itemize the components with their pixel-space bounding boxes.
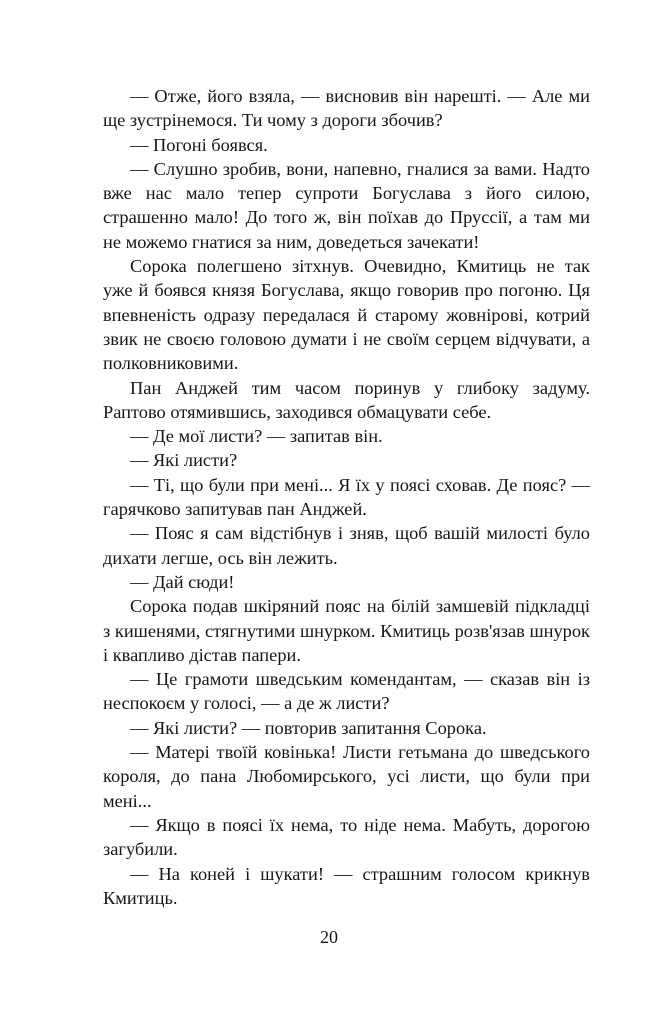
paragraph-10: — Дай сюди! (130, 571, 235, 592)
paragraph-11: Сорока подав шкіряний пояс на білій замшевій підкладці з кишенями, стягнутими шнурком. Кмитиць розв'язав шнурок і квапливо дістав папери. (103, 596, 590, 665)
paragraph-5: Пан Анджей тим часом поринув у глибоку задуму. Раптово отямившись, заходився обмацувати себе. (103, 377, 590, 422)
paragraph-2: — Погоні боявся. (130, 134, 268, 155)
paragraph-6: — Де мої листи? — запитав він. (130, 426, 383, 447)
paragraph-9: — Пояс я сам відстібнув і зняв, щоб вашій милості було дихати легше, ось він лежить. (103, 523, 590, 568)
paragraph-16: — На коней і шукати! — страшним голосом крикнув Кмитиць. (103, 863, 590, 908)
paragraph-7: — Які листи? (130, 450, 238, 471)
paragraph-1: — Отже, його взяла, — висновив він нарешті. — Але ми ще зустрінемося. Ти чому з дороги збочив? (103, 86, 590, 131)
page-body (103, 84, 590, 910)
paragraph-14: — Матері твоїй ковінька! Листи гетьмана до шведського короля, до пана Любомирського, усі листи, що були при мені... (103, 742, 590, 811)
paragraph-13: — Які листи? — повторив запитання Сорока. (130, 717, 487, 738)
paragraph-3: — Слушно зробив, вони, напевно, гналися за вами. Надто вже нас мало тепер супроти Богуслава з його силою, страшенно мало! До того ж, він поїхав до Пруссії, а там ми не можемо гнатися за ним, доведеться зачекати! (103, 158, 590, 252)
paragraph-12: — Це грамоти шведським комендантам, — сказав він із неспокоєм у голосі, — а де ж листи? (103, 669, 590, 714)
paragraph-8: — Ті, що були при мені... Я їх у поясі сховав. Де пояс? — гарячково запитував пан Анджей. (103, 474, 590, 520)
paragraph-15: — Якщо в поясі їх нема, то ніде нема. Мабуть, дорогою загубили. (103, 814, 590, 860)
page-number: 20 (320, 927, 338, 947)
paragraph-4: Сорока полегшено зітхнув. Очевидно, Кмитиць не так уже й боявся князя Богуслава, якщо говорив про погоню. Ця впевненість одразу передалася й старому жовнірові, котрий звик не своєю головою думати і не своїм серцем відчувати, а полковниковими. (103, 256, 590, 374)
